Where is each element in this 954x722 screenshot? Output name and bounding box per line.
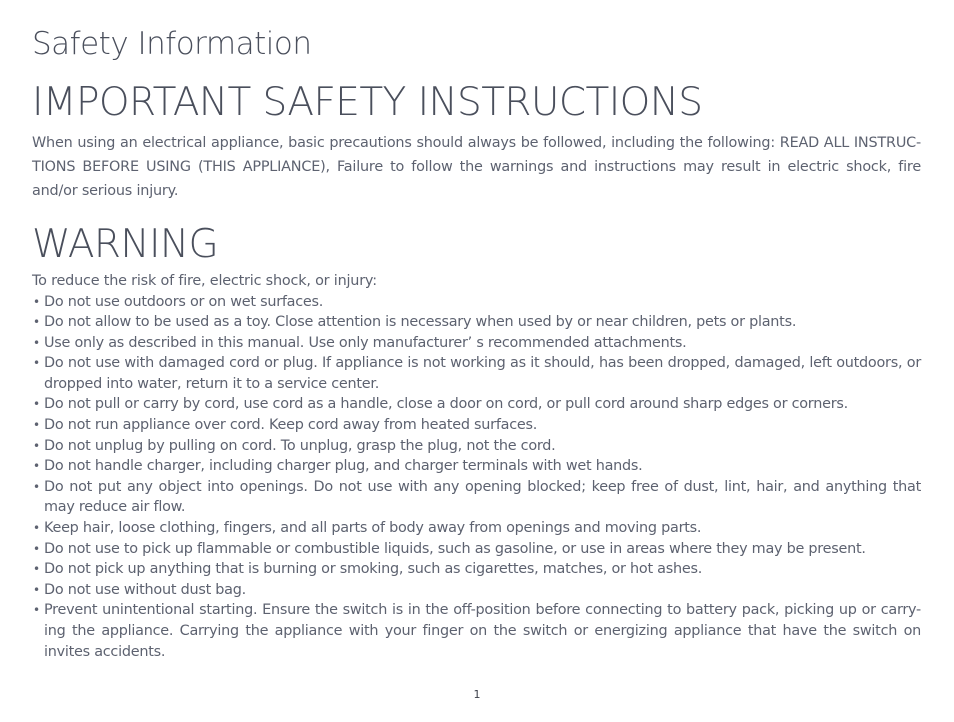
intro-paragraph: When using an electrical appliance, basic precautions should always be followed, including the following: READ ALL INSTRUC-TIONS BEFORE USING (THIS APPLIANCE), Failure to follow the warnings and instructions may result in electric shock, fire and/or serious injury. <box>32 135 921 199</box>
bullet-icon: • <box>33 294 40 309</box>
list-item <box>32 436 921 457</box>
list-item <box>32 292 921 313</box>
list-item-text: Do not unplug by pulling on cord. To unplug, grasp the plug, not the cord. <box>44 437 556 454</box>
bullet-icon: • <box>33 603 40 618</box>
warning-lead: To reduce the risk of fire, electric shock, or injury: <box>32 273 377 289</box>
list-item-text: Do not put any object into openings. Do not use with any opening blocked; keep free of dust, lint, hair, and anything that may reduce air flow. <box>44 478 921 516</box>
list-item-text: Keep hair, loose clothing, fingers, and all parts of body away from openings and moving parts. <box>44 520 702 537</box>
list-item-text: Do not pick up anything that is burning or smoking, such as cigarettes, matches, or hot ashes. <box>44 561 703 578</box>
bullet-icon: • <box>33 541 40 556</box>
section-title: Safety Information <box>32 26 312 62</box>
list-item <box>32 333 921 354</box>
list-item <box>32 518 921 539</box>
list-item-text: Do not use to pick up flammable or combustible liquids, such as gasoline, or use in areas where they may be present. <box>44 540 866 557</box>
list-item-text: Do not run appliance over cord. Keep cord away from heated surfaces. <box>44 417 538 434</box>
list-item <box>32 477 921 518</box>
list-item <box>32 580 921 601</box>
list-item <box>32 559 921 580</box>
list-item <box>32 312 921 333</box>
bullet-icon: • <box>33 479 40 494</box>
list-item <box>32 600 921 662</box>
bullet-icon: • <box>33 418 40 433</box>
main-heading: IMPORTANT SAFETY INSTRUCTIONS <box>32 80 703 125</box>
list-item-text: Do not handle charger, including charger plug, and charger terminals with wet hands. <box>44 458 643 475</box>
page-number: 1 <box>473 688 481 701</box>
bullet-icon: • <box>33 562 40 577</box>
list-item-text: Do not allow to be used as a toy. Close attention is necessary when used by or near children, pets or plants. <box>44 314 797 331</box>
list-item-text: Prevent unintentional starting. Ensure the switch is in the off-position before connecting to battery pack, picking up or carry-ing the appliance. Carrying the appliance with your finger on the switch or energizing appliance that have the switch on invites accidents. <box>44 602 921 660</box>
bullet-icon: • <box>33 397 40 412</box>
list-item <box>32 415 921 436</box>
list-item <box>32 456 921 477</box>
list-item <box>32 394 921 415</box>
bullet-icon: • <box>33 315 40 330</box>
list-item <box>32 539 921 560</box>
warning-list <box>32 292 921 663</box>
bullet-icon: • <box>33 335 40 350</box>
list-item <box>32 353 921 394</box>
warning-heading: WARNING <box>32 222 219 267</box>
bullet-icon: • <box>33 438 40 453</box>
list-item-text: Do not use with damaged cord or plug. If appliance is not working as it should, has been dropped, damaged, left outdoors, or dropped into water, return it to a service center. <box>44 355 921 392</box>
bullet-icon: • <box>33 521 40 536</box>
list-item-text: Do not pull or carry by cord, use cord as a handle, close a door on cord, or pull cord around sharp edges or corners. <box>44 396 848 413</box>
list-item-text: Use only as described in this manual. Use only manufacturer’ s recommended attachments. <box>44 334 687 351</box>
bullet-icon: • <box>33 356 40 371</box>
bullet-icon: • <box>33 459 40 474</box>
list-item-text: Do not use outdoors or on wet surfaces. <box>44 293 324 310</box>
bullet-icon: • <box>33 582 40 597</box>
list-item-text: Do not use without dust bag. <box>44 581 246 598</box>
